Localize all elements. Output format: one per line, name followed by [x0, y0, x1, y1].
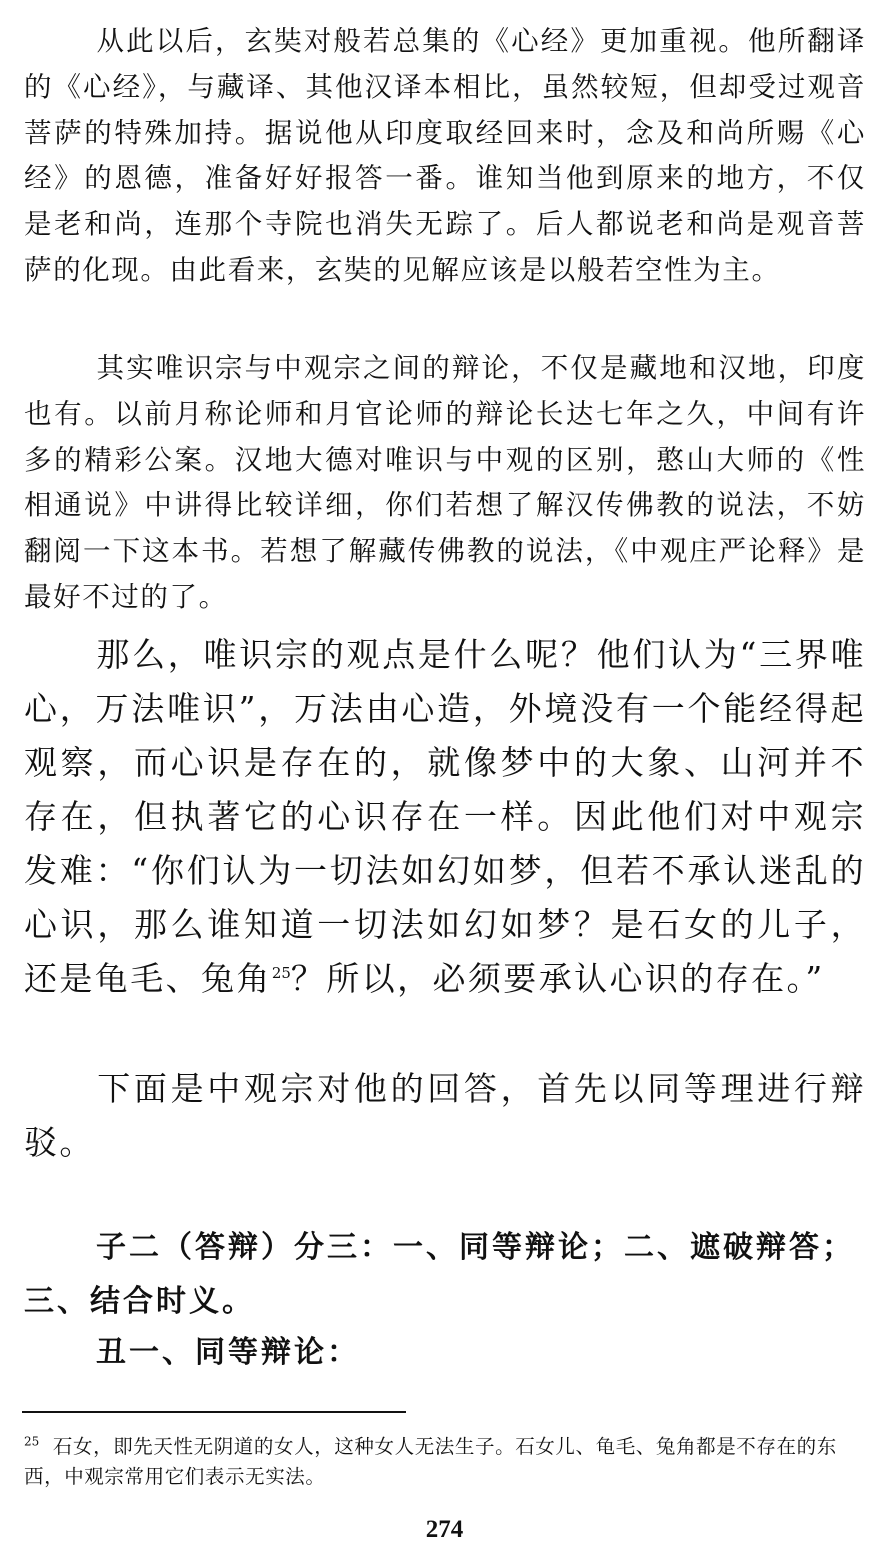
footnote-text: 石女，即先天性无阴道的女人，这种女人无法生子。石女儿、龟毛、兔角都是不存在的东西，中观宗常用它们表示无实法。	[24, 1435, 837, 1488]
footnote-divider	[22, 1411, 406, 1413]
footnote-reference[interactable]: 25	[271, 964, 291, 982]
paragraph-3	[24, 628, 866, 1006]
footnote-number: 25	[24, 1434, 40, 1449]
paragraph-2-text: 其实唯识宗与中观宗之间的辩论，不仅是藏地和汉地，印度也有。以前月称论师和月官论师的辩论长达七年之久，中间有许多的精彩公案。汉地大德对唯识与中观的区别，憨山大师的《性相通说》中讲得比较详细，你们若想了解汉传佛教的说法，不妨翻阅一下这本书。若想了解藏传佛教的说法，《中观庄严论释》是最好不过的了。	[24, 352, 866, 613]
subsection-heading-text: 丑一、同等辩论：	[96, 1335, 360, 1370]
paragraph-4-text: 下面是中观宗对他的回答，首先以同等理进行辩驳。	[24, 1069, 866, 1162]
paragraph-4	[24, 1062, 866, 1170]
subsection-heading	[24, 1326, 866, 1380]
footnote	[24, 1432, 866, 1492]
paragraph-3-text-b: ？所以，必须要承认心识的存在。”	[290, 959, 825, 998]
page-number: 274	[425, 1516, 464, 1543]
paragraph-1	[24, 19, 866, 294]
section-heading	[24, 1221, 866, 1329]
paragraph-3-text-a: 那么，唯识宗的观点是什么呢？他们认为“三界唯心，万法唯识”，万法由心造，外境没有一个能经得起观察，而心识是存在的，就像梦中的大象、山河并不存在，但执著它的心识存在一样。因此他们对中观宗发难：“你们认为一切法如幻如梦，但若不承认迷乱的心识，那么谁知道一切法如幻如梦？是石女的儿子，还是龟毛、兔角	[24, 635, 866, 998]
paragraph-1-text: 从此以后，玄奘对般若总集的《心经》更加重视。他所翻译的《心经》，与藏译、其他汉译本相比，虽然较短，但却受过观音菩萨的特殊加持。据说他从印度取经回来时，念及和尚所赐《心经》的恩德，准备好好报答一番。谁知当他到原来的地方，不仅是老和尚，连那个寺院也消失无踪了。后人都说老和尚是观音菩萨的化现。由此看来，玄奘的见解应该是以般若空性为主。	[24, 25, 866, 286]
section-heading-text: 子二（答辩）分三：一、同等辩论；二、遮破辩答；三、结合时义。	[24, 1230, 855, 1319]
paragraph-2	[24, 346, 866, 621]
